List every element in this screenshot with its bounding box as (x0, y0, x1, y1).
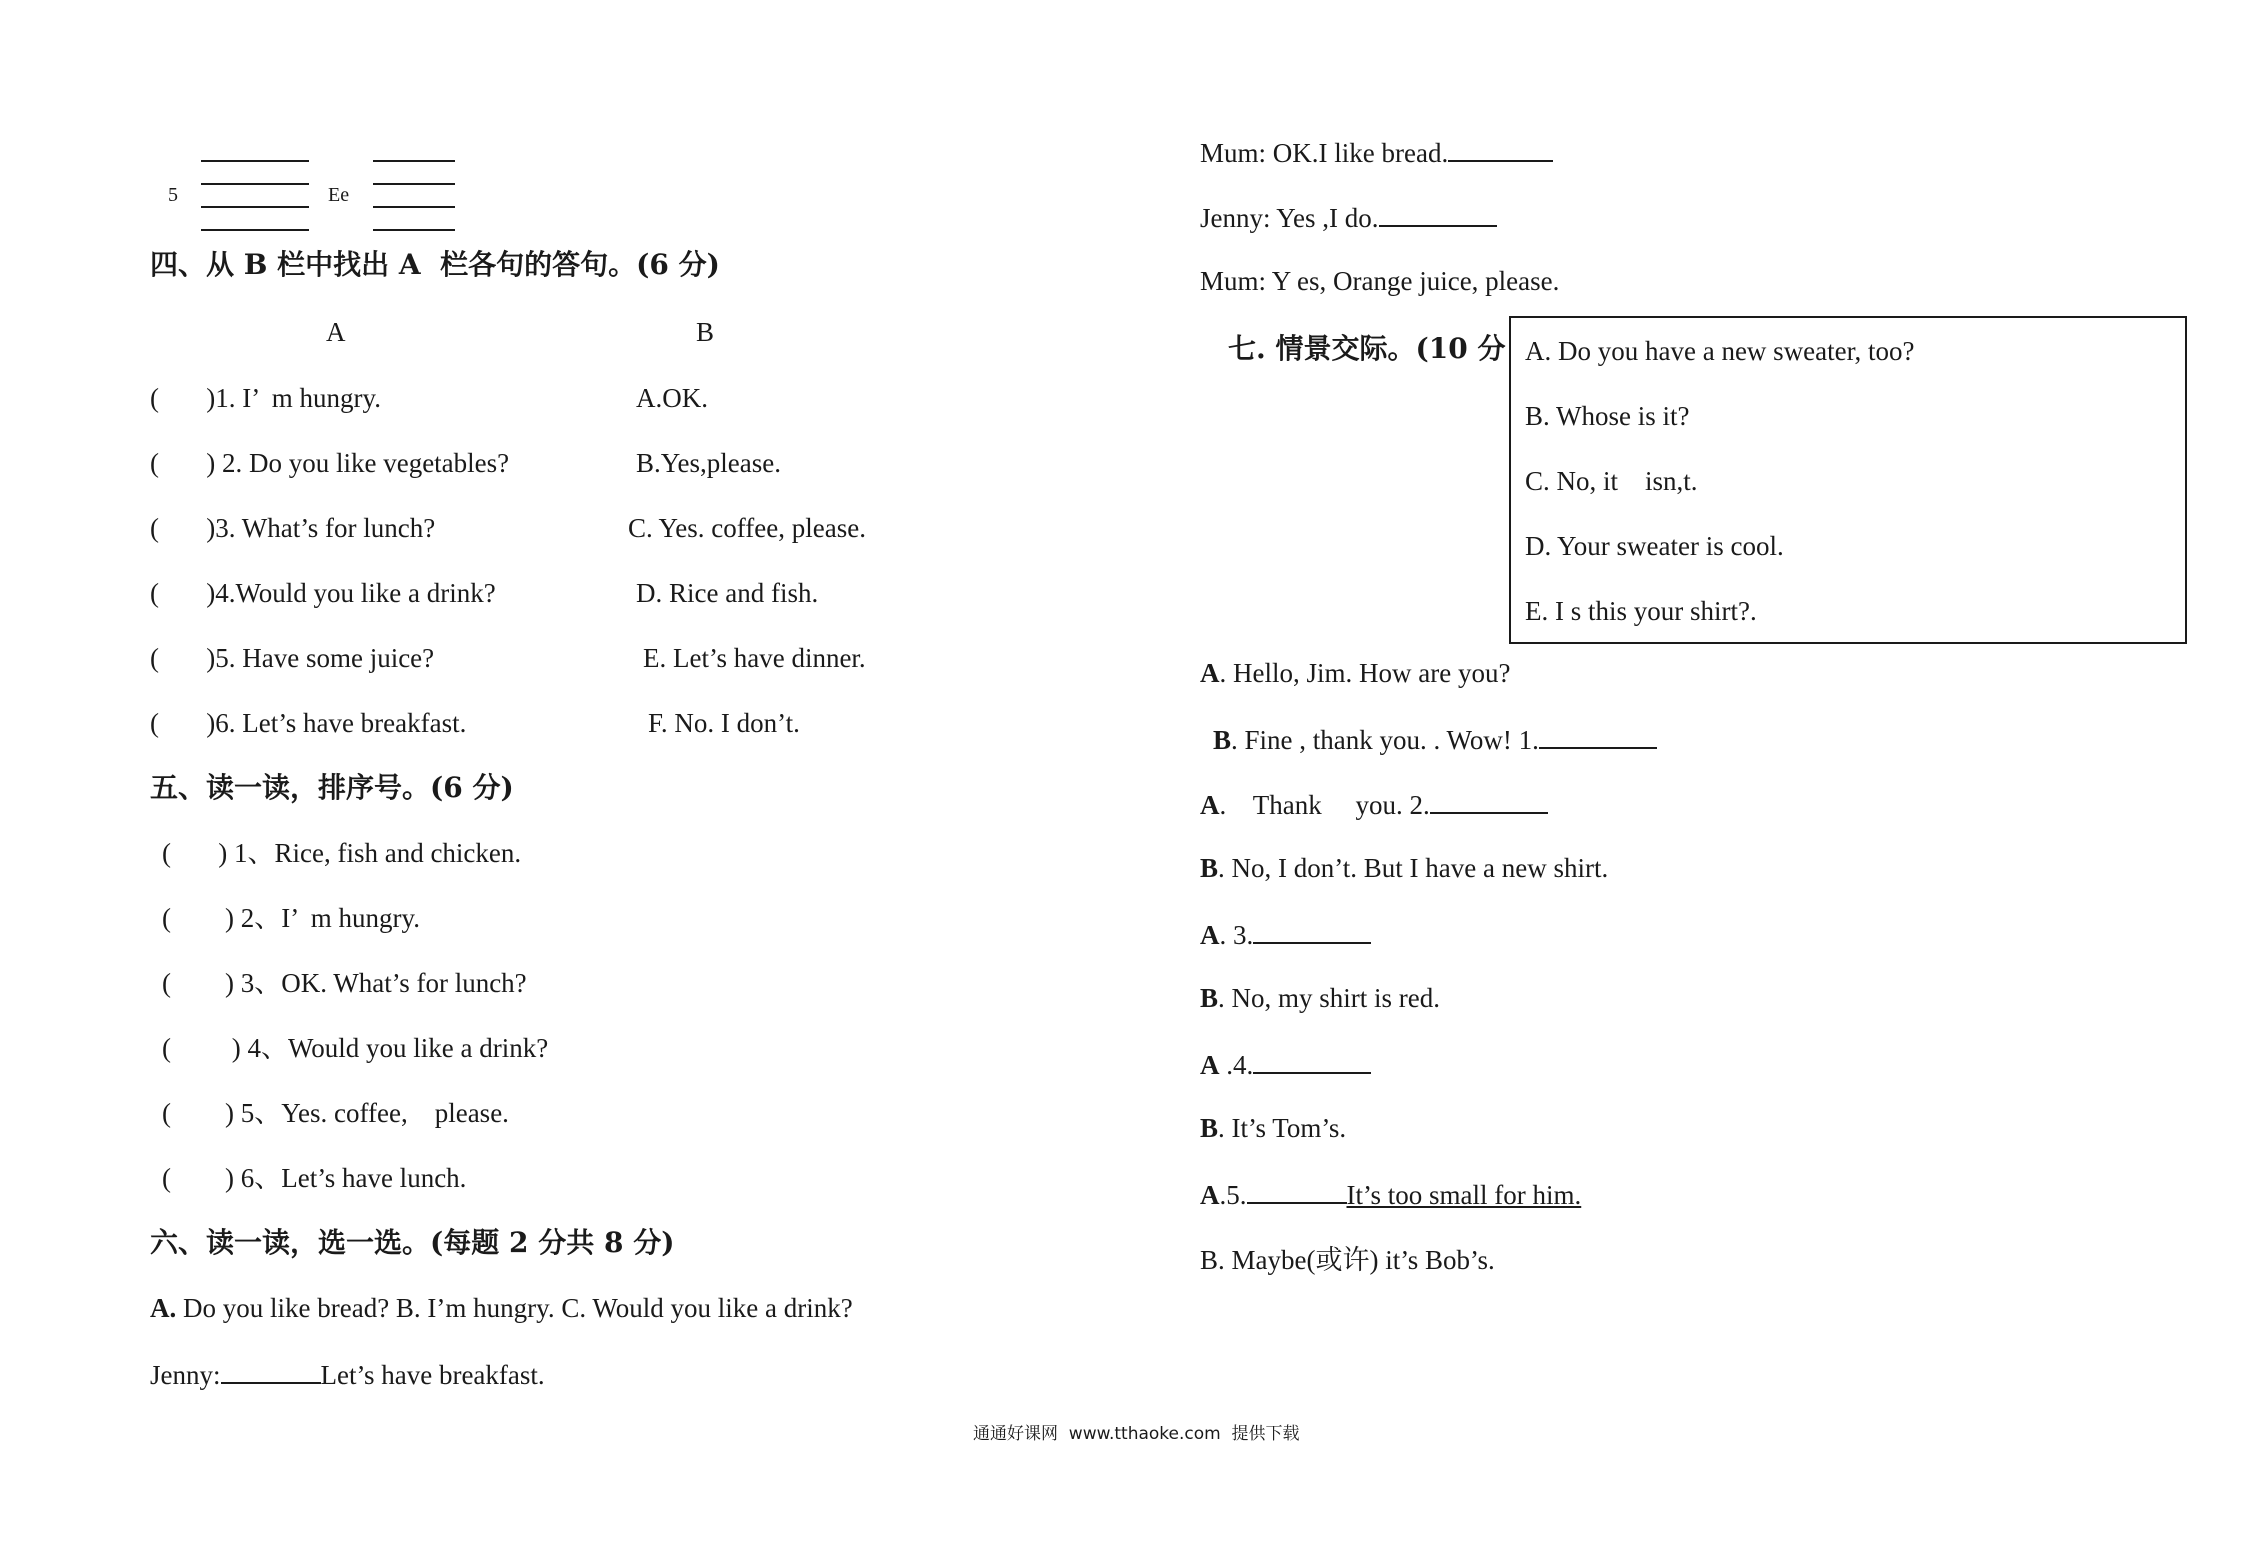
match-question: ( )5. Have some juice? (150, 643, 435, 673)
dialog-jenny-1 (150, 1356, 545, 1392)
section-6-options (150, 1291, 853, 1325)
match-answer: D. Rice and fish. (636, 578, 819, 608)
answer-blank[interactable] (1539, 721, 1657, 749)
order-item: ( ) 3、OK. What’s for lunch? (162, 968, 527, 998)
answer-blank[interactable] (1247, 1176, 1347, 1204)
speaker: A (1200, 790, 1220, 820)
line-text: . No, my shirt is red. (1218, 983, 1441, 1013)
answer-blank[interactable] (221, 1356, 321, 1384)
speaker: B (1200, 983, 1219, 1013)
order-item: ( ) 6、Let’s have lunch. (162, 1163, 467, 1193)
writing-line (373, 206, 455, 208)
match-answer: C. Yes. coffee, please. (628, 513, 866, 543)
column-b-header: B (696, 317, 715, 347)
dialog-line (1213, 721, 1657, 757)
speaker: Jenny: (150, 1360, 221, 1390)
writing-line (201, 229, 309, 231)
answer-blank[interactable] (1379, 199, 1497, 227)
section-6-title: 六、读一读，选一选。(每题 2 分共 8 分) (150, 1226, 675, 1259)
speaker: A (1200, 658, 1220, 688)
match-question: ( )6. Let’s have breakfast. (150, 708, 467, 738)
match-question: ( ) 2. Do you like vegetables? (150, 448, 510, 478)
order-item: ( ) 4、Would you like a drink? (162, 1033, 549, 1063)
option-label: A. (150, 1293, 177, 1323)
writing-line (373, 229, 455, 231)
speaker: A (1200, 1180, 1220, 1210)
dialog-jenny-2 (1200, 199, 1497, 235)
answer-blank[interactable] (1430, 786, 1548, 814)
line-text: . Hello, Jim. How are you? (1219, 658, 1511, 688)
dialog-mum-2: Mum: Y es, Orange juice, please. (1200, 266, 1560, 296)
box-option: E. I s this your shirt?. (1525, 596, 1757, 626)
match-answer: A.OK. (636, 383, 708, 413)
dialog-line (1200, 1046, 1371, 1082)
writing-line (201, 183, 309, 185)
dialog-line (1200, 1111, 1346, 1145)
answer-blank[interactable] (1253, 916, 1371, 944)
line-text: . It’s Tom’s. (1218, 1113, 1347, 1143)
box-option: B. Whose is it? (1525, 401, 1690, 431)
line-text: .4. (1219, 1050, 1254, 1080)
dialog-line (1200, 1176, 1581, 1212)
speaker: A (1200, 920, 1220, 950)
options-box (1509, 316, 2187, 644)
speaker: B (1200, 1113, 1219, 1143)
dialog-line (1200, 981, 1440, 1015)
speaker: B (1213, 725, 1232, 755)
option-text: Do you like bread? B. I’m hungry. C. Would you like a drink? (176, 1293, 853, 1323)
box-option: A. Do you have a new sweater, too? (1525, 336, 1915, 366)
line-text: . No, I don’t. But I have a new shirt. (1218, 853, 1609, 883)
answer-blank[interactable] (1253, 1046, 1371, 1074)
answer-blank[interactable] (1448, 134, 1553, 162)
writing-line (201, 206, 309, 208)
order-item: ( ) 2、I’ m hungry. (162, 903, 420, 933)
section-4-title: 四、从 B 栏中找出 A 栏各句的答句。(6 分) (150, 248, 720, 281)
order-item: ( ) 1、Rice, fish and chicken. (162, 838, 522, 868)
dialog-line: B. Maybe(或许) it’s Bob’s. (1200, 1245, 1495, 1275)
match-answer: E. Let’s have dinner. (643, 643, 866, 673)
writing-number: 5 (168, 184, 178, 206)
speaker: A (1200, 1050, 1220, 1080)
line-text: . Fine , thank you. . Wow! 1. (1231, 725, 1539, 755)
match-answer: F. No. I don’t. (648, 708, 800, 738)
box-option: C. No, it isn,t. (1525, 466, 1698, 496)
writing-letters: Ee (328, 184, 350, 206)
line-text: . 3. (1219, 920, 1254, 950)
dialog-line (1200, 786, 1548, 822)
line-text: Jenny: Yes ,I do. (1200, 203, 1379, 233)
writing-line (201, 160, 309, 162)
line-text: .5. (1219, 1180, 1247, 1210)
line-text: Let’s have breakfast. (320, 1360, 545, 1390)
match-answer: B.Yes,please. (636, 448, 782, 478)
order-item: ( ) 5、Yes. coffee, please. (162, 1098, 509, 1128)
answer-text: It’s too small for him. (1346, 1180, 1582, 1210)
page-footer: 通通好课网 www.tthaoke.com 提供下载 (973, 1424, 1300, 1444)
section-5-title: 五、读一读，排序号。(6 分) (150, 771, 514, 804)
match-question: ( )1. I’ m hungry. (150, 383, 381, 413)
dialog-line (1200, 656, 1510, 690)
speaker: B (1200, 853, 1219, 883)
column-a-header: A (326, 317, 346, 347)
dialog-line (1200, 916, 1371, 952)
match-question: ( )3. What’s for lunch? (150, 513, 436, 543)
writing-line (373, 160, 455, 162)
line-text: Mum: OK.I like bread. (1200, 138, 1449, 168)
dialog-mum-1 (1200, 134, 1553, 170)
line-text: . Thank you. 2. (1219, 790, 1430, 820)
writing-line (373, 183, 455, 185)
match-question: ( )4.Would you like a drink? (150, 578, 496, 608)
section-7-title: 七. 情景交际。(10 分 (1228, 332, 1506, 365)
dialog-line (1200, 851, 1608, 885)
box-option: D. Your sweater is cool. (1525, 531, 1784, 561)
